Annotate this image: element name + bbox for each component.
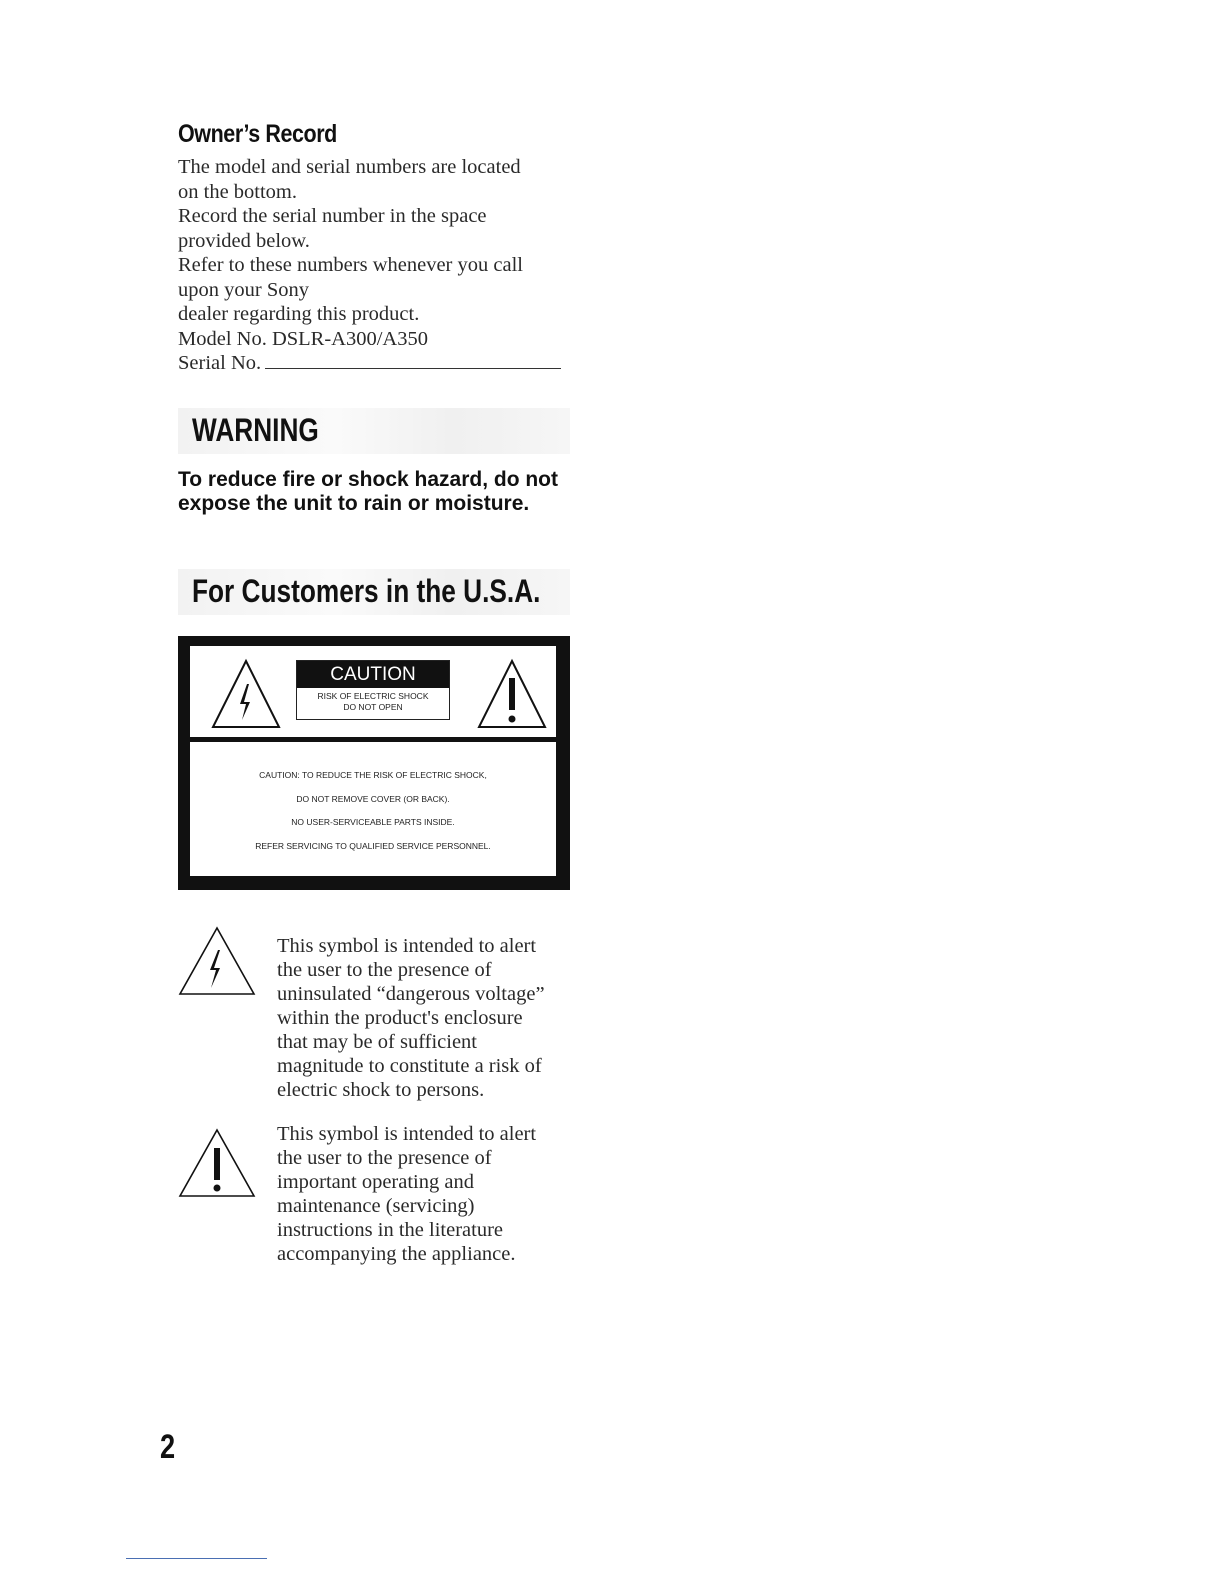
model-number: Model No. DSLR-A300/A350 [178, 327, 428, 350]
caution-sub-line: DO NOT OPEN [343, 702, 403, 712]
warning-banner [178, 408, 570, 454]
caution-label-box [178, 636, 570, 890]
exclamation-triangle-icon [476, 658, 548, 730]
caution-label-panel [296, 660, 450, 720]
serial-number-row [178, 351, 578, 376]
caution-body-line: DO NOT REMOVE COVER (OR BACK). [296, 793, 450, 804]
footer-rule [126, 1558, 267, 1559]
owners-record-line: provided below. [178, 229, 310, 252]
usa-heading: For Customers in the U.S.A. [192, 573, 541, 609]
owners-record-line: on the bottom. [178, 180, 298, 203]
owners-record-line: upon your Sony [178, 278, 309, 301]
owners-record-line: Refer to these numbers whenever you call [178, 254, 523, 276]
lightning-triangle-icon [210, 658, 282, 730]
description-line: accompanying the appliance. [277, 1243, 516, 1265]
warning-heading: WARNING [192, 412, 319, 448]
exclamation-triangle-icon [178, 1128, 256, 1198]
page-number: 2 [160, 1428, 176, 1466]
caution-label-top [190, 646, 556, 737]
caution-body-line: REFER SERVICING TO QUALIFIED SERVICE PERSONNEL. [255, 840, 491, 851]
description-line: within the product's enclosure [277, 1007, 523, 1029]
caution-body-line: NO USER-SERVICEABLE PARTS INSIDE. [291, 817, 455, 827]
description-line: electric shock to persons. [277, 1079, 485, 1101]
caution-body-line: CAUTION: TO REDUCE THE RISK OF ELECTRIC SHOCK, [259, 770, 487, 780]
description-line: magnitude to constitute a risk of [277, 1055, 542, 1077]
description-line: uninsulated “dangerous voltage” [277, 983, 545, 1005]
description-line: important operating and [277, 1171, 474, 1193]
owners-record-text [178, 155, 578, 376]
warning-text: To reduce fire or shock hazard, do not expose the unit to rain or moisture. [178, 468, 558, 515]
caution-sub-line: RISK OF ELECTRIC SHOCK [317, 691, 429, 701]
exclamation-symbol-description [277, 1122, 577, 1266]
description-line: instructions in the literature [277, 1219, 504, 1241]
owners-record-heading: Owner’s Record [178, 120, 337, 148]
serial-label: Serial No. [178, 352, 262, 374]
serial-number-blank-line [265, 354, 561, 369]
description-line: This symbol is intended to alert [277, 1123, 537, 1145]
description-line: that may be of sufficient [277, 1031, 478, 1053]
description-line: This symbol is intended to alert [277, 935, 537, 957]
usa-banner [178, 569, 570, 615]
owners-record-line: Record the serial number in the space [178, 205, 487, 227]
description-line: the user to the presence of [277, 1147, 492, 1169]
owners-record-line: The model and serial numbers are located [178, 156, 521, 178]
voltage-symbol-description [277, 934, 577, 1102]
description-line: the user to the presence of [277, 959, 492, 981]
caution-label-bottom [190, 742, 556, 876]
owners-record-line: dealer regarding this product. [178, 303, 420, 325]
caution-title: CAUTION [297, 661, 449, 688]
lightning-triangle-icon [178, 926, 256, 996]
description-line: maintenance (servicing) [277, 1195, 475, 1217]
